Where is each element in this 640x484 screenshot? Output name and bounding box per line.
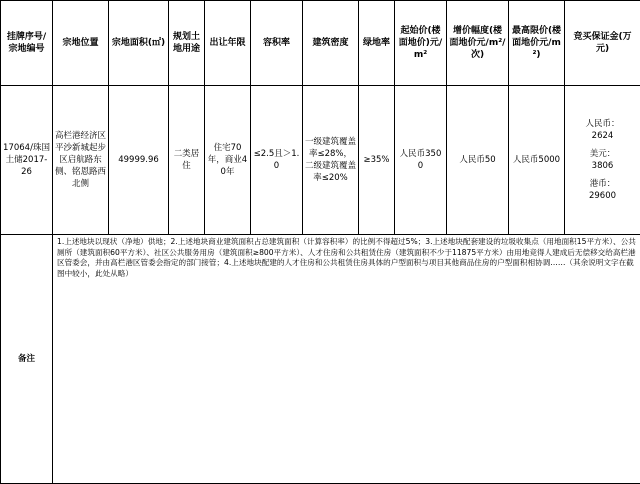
header-max-price: 最高限价(楼面地价元/m²) [509,1,565,86]
cell-start-price: 人民币3500 [395,86,447,235]
deposit-usd-label: 美元： [589,149,616,159]
header-far: 容积率 [251,1,303,86]
cell-area: 49999.96 [109,86,169,235]
deposit-rmb-value: 2624 [591,131,614,141]
header-green-ratio: 绿地率 [359,1,395,86]
cell-density: 一级建筑覆盖率≤28%，二级建筑覆盖率≤20% [303,86,359,235]
header-increment: 增价幅度(楼面地价元/m²/次) [447,1,509,86]
cell-far: ≤2.5且＞1.0 [251,86,303,235]
header-deposit: 竞买保证金(万元) [565,1,640,86]
header-start-price: 起始价(楼面地价)元/m² [395,1,447,86]
cell-land-use: 二类居住 [169,86,205,235]
notes-label: 备注 [1,235,53,484]
header-row [1,1,640,86]
header-listing-number: 挂牌序号/宗地编号 [1,1,53,86]
deposit-hkd-label: 港币： [589,179,616,189]
header-land-use: 规划土地用途 [169,1,205,86]
deposit-usd-value: 3806 [591,161,614,171]
cell-green-ratio: ≥35% [359,86,395,235]
cell-max-price: 人民币5000 [509,86,565,235]
header-term: 出让年限 [205,1,251,86]
cell-location: 高栏港经济区平沙新城起步区启航路东侧、铭恩路西北侧 [53,86,109,235]
deposit-rmb-label: 人民币： [585,119,620,129]
cell-term: 住宅70年，商业40年 [205,86,251,235]
table-row [1,86,640,235]
cell-increment: 人民币50 [447,86,509,235]
deposit-hkd-value: 29600 [588,191,617,201]
cell-listing-number: 17064/珠国土储2017-26 [1,86,53,235]
header-location: 宗地位置 [53,1,109,86]
notes-text: 1.上述地块以现状（净地）供地；2.上述地块商业建筑面积占总建筑面积（计算容积率）的比例不得超过5%；3.上述地块配套建设的垃圾收集点（用地面积15平方米）、公共厕所（建筑面积60平方米）、社区公共服务用房（建筑面积≥800平方米）、人才住房和公共租赁住房（建筑面积不少于11875平方米）由用地竞得人建成后无偿移交给高栏港区管委会，并由高栏港区管委会指定的部门接管；4.上述地块配建的人才住房和公共租赁住房具体的户型面积与项目其他商品住房的户型面积相协调……（其余说明文字在截图中较小，此处从略） [53,235,640,484]
header-density: 建筑密度 [303,1,359,86]
header-area: 宗地面积(㎡) [109,1,169,86]
notes-row [1,235,640,484]
cell-deposit [565,86,640,235]
